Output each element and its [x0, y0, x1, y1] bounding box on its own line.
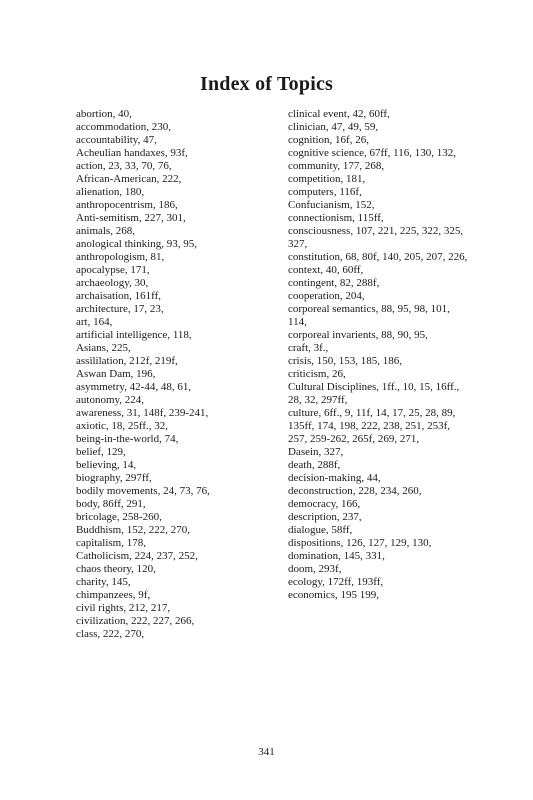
index-entry: Dasein, 327,	[288, 446, 344, 458]
index-entry: chimpanzees, 9f,	[76, 589, 151, 601]
index-entry: Asians, 225,	[76, 342, 131, 354]
index-entry: contingent, 82, 288f,	[288, 277, 380, 289]
index-entry: description, 237,	[288, 511, 362, 523]
index-entry: deconstruction, 228, 234, 260,	[288, 485, 422, 497]
index-entry: crisis, 150, 153, 185, 186,	[288, 355, 402, 367]
index-entry: Catholicism, 224, 237, 252,	[76, 550, 198, 562]
index-entry: cognition, 16f, 26,	[288, 134, 369, 146]
index-entry: clinical event, 42, 60ff,	[288, 108, 390, 120]
index-entry: assililation, 212f, 219f,	[76, 355, 178, 367]
index-entry: anological thinking, 93, 95,	[76, 238, 197, 250]
index-entry: Buddhism, 152, 222, 270,	[76, 524, 190, 536]
index-entry: chaos theory, 120,	[76, 563, 156, 575]
index-entry: being-in-the-world, 74,	[76, 433, 179, 445]
index-entry: civil rights, 212, 217,	[76, 602, 171, 614]
index-column-right	[288, 108, 468, 602]
index-column-left	[76, 108, 276, 641]
index-entry: abortion, 40,	[76, 108, 132, 120]
index-entry: body, 86ff, 291,	[76, 498, 146, 510]
index-entry: accountability, 47,	[76, 134, 157, 146]
index-entry: context, 40, 60ff,	[288, 264, 364, 276]
index-entry: consciousness, 107, 221, 225, 322, 325, 327,	[288, 225, 464, 250]
index-entry: death, 288f,	[288, 459, 341, 471]
index-entry: class, 222, 270,	[76, 628, 145, 640]
index-entry: artificial intelligence, 118,	[76, 329, 192, 341]
index-entry: anthropologism, 81,	[76, 251, 165, 263]
index-entry: African-American, 222,	[76, 173, 182, 185]
index-entry: cooperation, 204,	[288, 290, 365, 302]
index-entry: bricolage, 258-260,	[76, 511, 162, 523]
index-entry: belief, 129,	[76, 446, 126, 458]
index-entry: connectionism, 115ff,	[288, 212, 384, 224]
index-entry: civilization, 222, 227, 266,	[76, 615, 195, 627]
index-entry: biography, 297ff,	[76, 472, 152, 484]
index-entry: dispositions, 126, 127, 129, 130,	[288, 537, 432, 549]
index-entry: Cultural Disciplines, 1ff., 10, 15, 16ff., 28, 32, 297ff,	[288, 381, 460, 406]
index-entry: believing, 14,	[76, 459, 137, 471]
index-entry: alienation, 180,	[76, 186, 145, 198]
index-entry: cognitive science, 67ff, 116, 130, 132,	[288, 147, 457, 159]
index-entry: craft, 3f.,	[288, 342, 329, 354]
index-entry: charity, 145,	[76, 576, 131, 588]
index-entry: axiotic, 18, 25ff., 32,	[76, 420, 169, 432]
index-entry: apocalypse, 171,	[76, 264, 150, 276]
index-entry: archaeology, 30,	[76, 277, 149, 289]
index-entry: capitalism, 178,	[76, 537, 146, 549]
index-entry: action, 23, 33, 70, 76,	[76, 160, 172, 172]
page-title: Index of Topics	[199, 73, 334, 95]
index-entry: Acheulian handaxes, 93f,	[76, 147, 188, 159]
index-entry: bodily movements, 24, 73, 76,	[76, 485, 210, 497]
index-entry: constitution, 68, 80f, 140, 205, 207, 226,	[288, 251, 468, 263]
index-entry: anthropocentrism, 186,	[76, 199, 178, 211]
index-entry: animals, 268,	[76, 225, 135, 237]
index-entry: community, 177, 268,	[288, 160, 385, 172]
index-entry: democracy, 166,	[288, 498, 361, 510]
index-entry: asymmetry, 42-44, 48, 61,	[76, 381, 192, 393]
index-entry: clinician, 47, 49, 59,	[288, 121, 379, 133]
index-entry: competition, 181,	[288, 173, 366, 185]
index-entry: decision-making, 44,	[288, 472, 381, 484]
index-entry: art, 164,	[76, 316, 113, 328]
index-entry: autonomy, 224,	[76, 394, 145, 406]
index-entry: awareness, 31, 148f, 239-241,	[76, 407, 209, 419]
index-entry: ecology, 172ff, 193ff,	[288, 576, 384, 588]
index-entry: Aswan Dam, 196,	[76, 368, 156, 380]
index-entry: archaisation, 161ff,	[76, 290, 162, 302]
index-entry: architecture, 17, 23,	[76, 303, 164, 315]
index-entry: corporeal invarients, 88, 90, 95,	[288, 329, 428, 341]
index-entry: domination, 145, 331,	[288, 550, 385, 562]
index-entry: doom, 293f,	[288, 563, 342, 575]
index-entry: dialogue, 58ff,	[288, 524, 353, 536]
index-entry: culture, 6ff., 9, 11f, 14, 17, 25, 28, 89, 135ff, 174, 198, 222, 238, 251, 253f, 257, 259-262, 265f, 269, 271,	[288, 407, 456, 445]
index-entry: corporeal semantics, 88, 95, 98, 101, 114,	[288, 303, 450, 328]
index-entry: criticism, 26,	[288, 368, 346, 380]
index-entry: economics, 195 199,	[288, 589, 380, 601]
index-entry: Anti-semitism, 227, 301,	[76, 212, 186, 224]
index-entry: computers, 116f,	[288, 186, 362, 198]
index-entry: accommodation, 230,	[76, 121, 172, 133]
page-number: 341	[258, 746, 275, 758]
index-entry: Confucianism, 152,	[288, 199, 375, 211]
